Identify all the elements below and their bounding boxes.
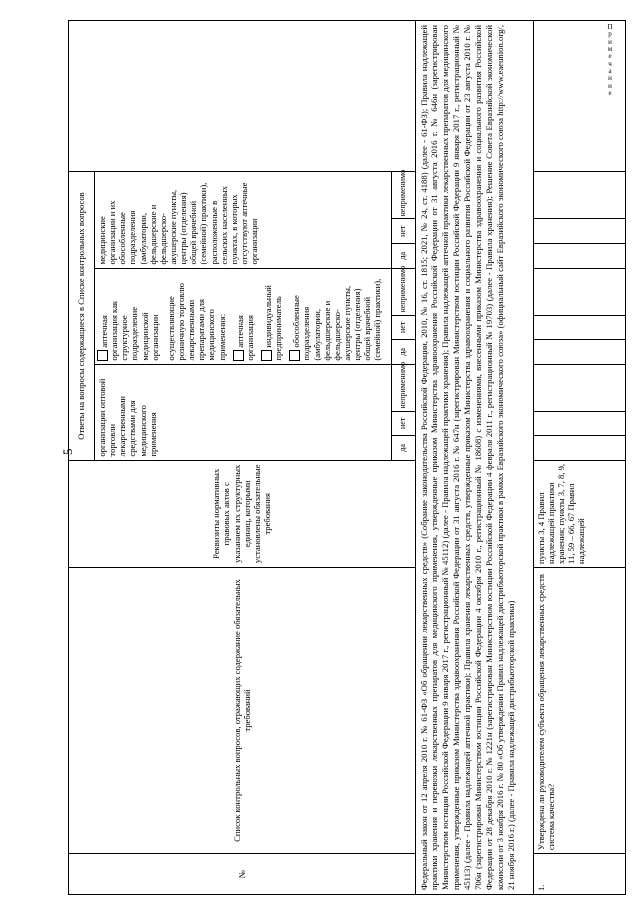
row-answer-cell[interactable] [533, 340, 625, 365]
answer-na-3: неприменимо [391, 172, 415, 219]
row-answer-cell[interactable] [533, 244, 625, 269]
row-answer-cell[interactable] [533, 364, 625, 411]
checkbox-pharmacy-med-org[interactable] [97, 350, 108, 361]
answer-yes-1: да [391, 436, 415, 461]
row-requisites: пункты 3, 4 Правил надлежащей практики хранения; пункты 3, 7, 8, 9, 11, 59 – 66, 67 Правил надлежащей [533, 460, 625, 567]
side-note-label: П р и м е ч а н и е [607, 23, 613, 98]
row-answer-cell[interactable] [533, 268, 625, 315]
row-number: 1. [533, 854, 625, 895]
checkbox-entrepreneur[interactable] [261, 350, 272, 361]
header-answers: Ответы на вопросы содержащиеся в Списке контрольных вопросов [69, 172, 95, 460]
group-medical-orgs: медицинские организации и их обособленные подразделения (амбулатории, фельдшерские и фельдшерско-акушерские пункты, центры (отделения) общей врачебной (семейной) практики), расположенные в сельских населенных пунктах, в которых отсутствуют аптечные организации [95, 172, 392, 268]
rotated-checklist-page [68, 20, 587, 895]
answer-na-2: неприменимо [391, 268, 415, 315]
answer-no-1: нет [391, 411, 415, 436]
group-wholesale: организации оптовой торговли лекарственными средствами для медицинского применения [95, 364, 392, 460]
row-answer-cell[interactable] [533, 219, 625, 244]
answer-na-1: неприменимо [391, 364, 415, 411]
answer-no-2: нет [391, 315, 415, 340]
legal-basis-text: Федеральный закон от 12 апреля 2010 г. № 61-ФЗ «Об обращении лекарственных средств» (Собрание законодательства Российской Федерации, 2010, № 16, ст. 1815; 2021, № 24, ст. 4188) (далее - 61-ФЗ); Правила надлежащей практики хранения и перевозки лекарственных препаратов для медицинского применения, утвержденные приказом Министерства здравоохранения Российской Федерации от 31 августа 2016 г. № 646н (зарегистрирован Министерством юстиции Российской Федерации 9 января 2017 г., регистрационный № 45112) (далее - Правила надлежащей практики хранения); Правила надлежащей аптечной практики лекарственных препаратов для медицинского применения, утвержденные приказом Министерства здравоохранения Российской Федерации от 31 августа 2016 г. № 647н (зарегистрирован Министерством юстиции Российской Федерации 9 января 2017 г., регистрационный № 45113) (далее - Правила надлежащей аптечной практики); Правила хранения лекарственных средств, утвержденные приказом Министерства здравоохранения и социального развития Российской Федерации от 23 августа 2010 г. № 706н (зарегистрирован Министерством юстиции Российской Федерации 4 октября 2010 г., регистрационный № 18608) с изменениями, внесенными приказом Министерства здравоохранения и социального развития Российской Федерации от 28 декабря 2010 г. № 1221н (зарегистрирован Министерством юстиции Российской Федерации 4 февраля 2011 г., регистрационный № 19703) (далее - Правила хранения); Решение Совета Евразийской экономической комиссии от 3 ноября 2016 г. № 80 «Об утверждении Правил надлежащей дистрибьюторской практики в рамках Евразийского экономического союза» (официальный сайт Евразийского экономического союза http://www.eaeunion.org/, 21 ноября 2016 г.) (далее - Правила надлежащей дистрибьюторской практики) [415, 21, 533, 895]
row-answer-cell[interactable] [533, 172, 625, 219]
row-answer-cell[interactable] [533, 411, 625, 436]
row-answer-cell[interactable] [533, 315, 625, 340]
checkbox-separate-units[interactable] [289, 350, 300, 361]
header-note [69, 21, 416, 172]
row-answer-cell[interactable] [533, 436, 625, 461]
group-pharmacy-options: аптечная организация как структурное подразделение медицинской организации осуществляющие розничную торговлю лекарственными препаратами для медицинского применения: аптечная организация индивидуальный предприниматель обособленные подразделения (амбулатории, фельдшерские и фельдшерско-акушерские пункты, центры (отделения) общей врачебной (семейной) практики), [95, 268, 392, 364]
checkbox-pharmacy[interactable] [233, 350, 244, 361]
answer-no-3: нет [391, 219, 415, 244]
page-number: 5 [60, 448, 75, 455]
answer-yes-2: да [391, 340, 415, 365]
header-requisites: Реквизиты нормативных правовых актов с указанием их структурных единиц, которыми установлены обязательные требования [69, 460, 416, 567]
table-row [533, 21, 625, 895]
checklist-table [68, 20, 626, 895]
header-question-list: Список контрольных вопросов, отражающих содержание обязательных требований [69, 567, 416, 853]
header-number: № [69, 854, 416, 895]
row-question: Утверждена ли руководителем субъекта обращения лекарственных средств система качества? [533, 567, 625, 853]
answer-yes-3: да [391, 244, 415, 269]
